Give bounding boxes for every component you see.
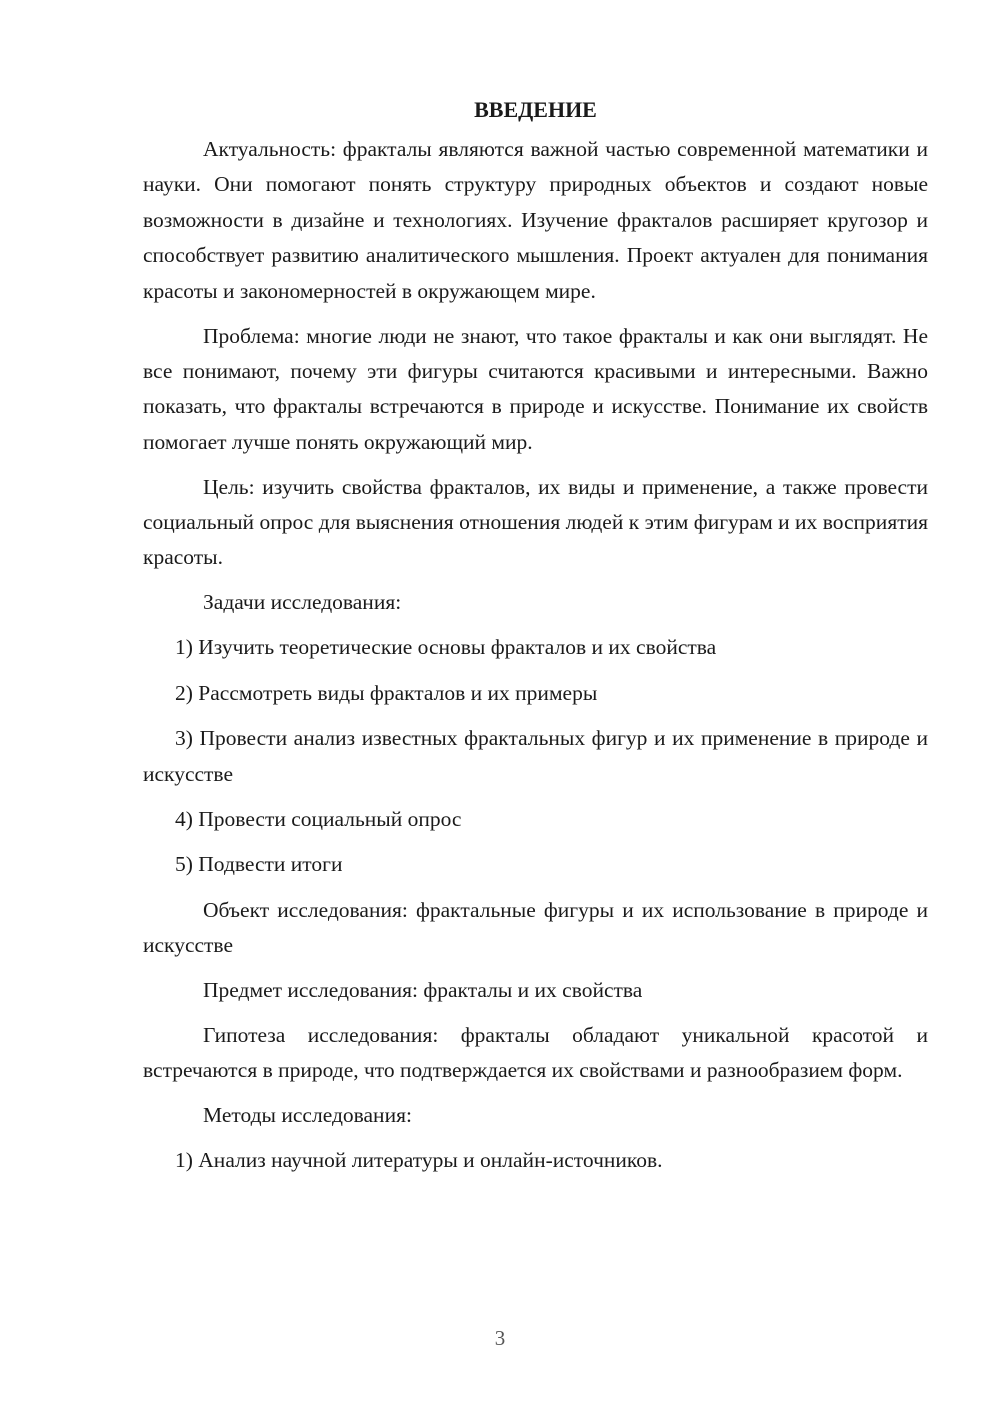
list-item-method-1: 1) Анализ научной литературы и онлайн-источников. bbox=[175, 1148, 663, 1173]
paragraph-hypothesis: Гипотеза исследования: фракталы обладают уникальной красотой и встречаются в природе, что подтверждается их свойствами и разнообразием форм. bbox=[143, 1022, 928, 1083]
paragraph-goal: Цель: изучить свойства фракталов, их виды и применение, а также провести социальный опрос для выяснения отношения людей к этим фигурам и их восприятия красоты. bbox=[143, 474, 928, 570]
methods-heading: Методы исследования: bbox=[203, 1103, 412, 1128]
list-item-task-1: 1) Изучить теоретические основы фракталов и их свойства bbox=[175, 635, 717, 660]
paragraph-subject: Предмет исследования: фракталы и их свойства bbox=[203, 978, 643, 1003]
list-item-task-2: 2) Рассмотреть виды фракталов и их примеры bbox=[175, 680, 598, 705]
list-item-task-3: 3) Провести анализ известных фрактальных фигур и их применение в природе и искусстве bbox=[143, 726, 928, 786]
page-number: 3 bbox=[494, 1326, 506, 1350]
section-title: ВВЕДЕНИЕ bbox=[474, 97, 597, 122]
paragraph-object: Объект исследования: фрактальные фигуры и их использование в природе и искусстве bbox=[143, 897, 928, 958]
list-item-task-4: 4) Провести социальный опрос bbox=[175, 806, 462, 831]
paragraph-problem: Проблема: многие люди не знают, что такое фракталы и как они выглядят. Не все понимают, почему эти фигуры считаются красивыми и интересными. Важно показать, что фракталы встречаются в природе и искусстве. Понимание их свойств помогает лучше понять окружающий мир. bbox=[143, 323, 928, 454]
list-item-task-5: 5) Подвести итоги bbox=[175, 852, 343, 877]
document-page bbox=[143, 92, 928, 1189]
paragraph-relevance: Актуальность: фракталы являются важной частью современной математики и науки. Они помогают понять структуру природных объектов и создают новые возможности в дизайне и технологиях. Изучение фракталов расширяет кругозор и способствует развитию аналитического мышления. Проект актуален для понимания красоты и закономерностей в окружающем мире. bbox=[143, 137, 928, 303]
tasks-heading: Задачи исследования: bbox=[203, 590, 402, 615]
